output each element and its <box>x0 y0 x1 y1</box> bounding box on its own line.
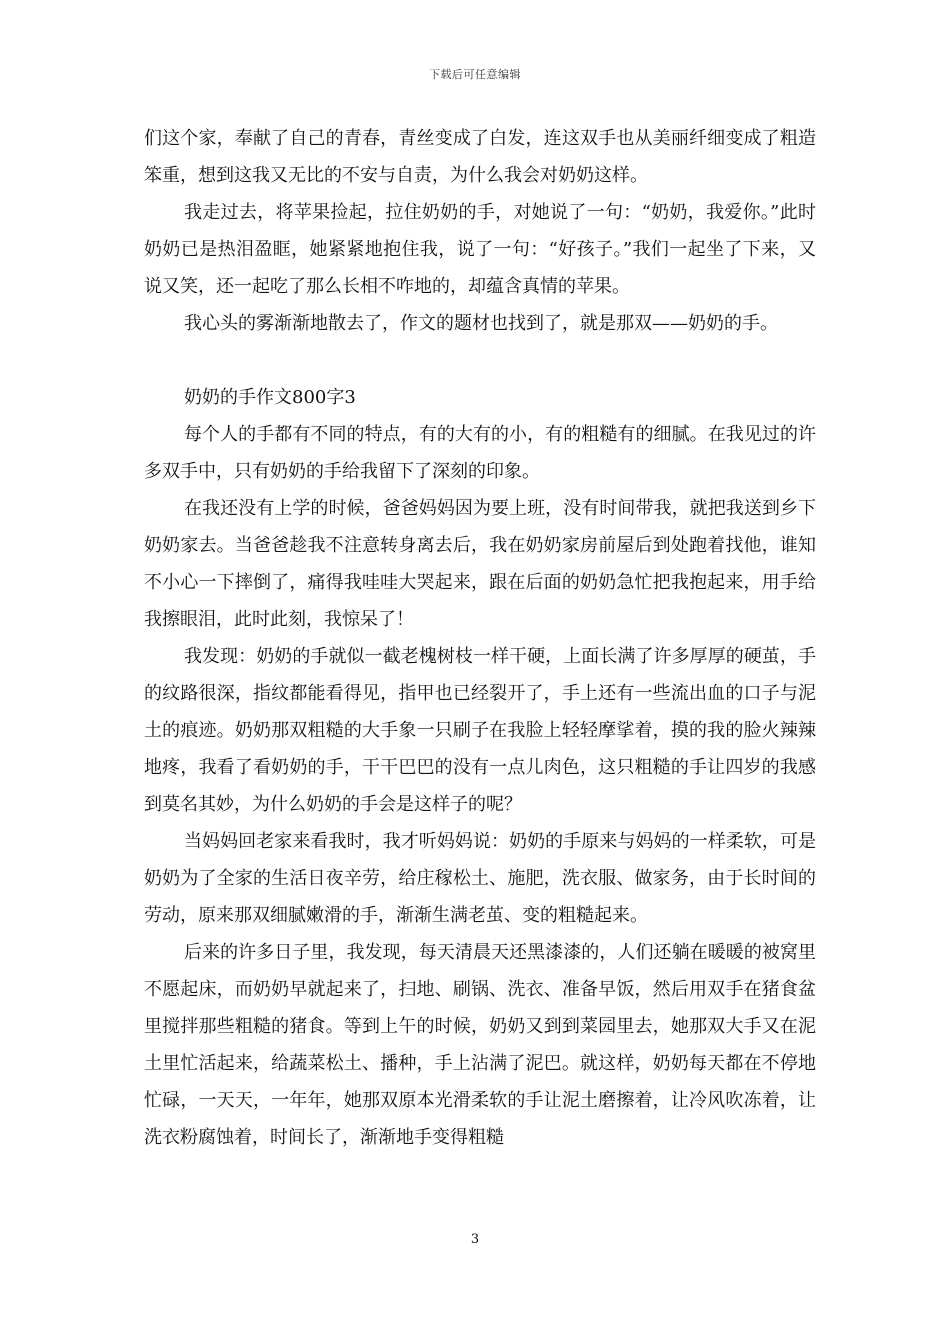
page-number: 3 <box>470 1232 480 1247</box>
blank-line <box>144 342 816 379</box>
paragraph: 我心头的雾渐渐地散去了，作文的题材也找到了，就是那双——奶奶的手。 <box>184 313 778 334</box>
paragraph: 在我还没有上学的时候，爸爸妈妈因为要上班，没有时间带我，就把我送到乡下奶奶家去。当爸爸趁我不注意转身离去后，我在奶奶家房前屋后到处跑着找他，谁知不小心一下摔倒了，痛得我哇哇大哭起来，跟在后面的奶奶急忙把我抱起来，用手给我擦眼泪，此时此刻，我惊呆了！ <box>144 498 816 630</box>
section-heading: 奶奶的手作文800字3 <box>184 387 356 408</box>
document-body <box>144 120 816 1156</box>
paragraph: 每个人的手都有不同的特点，有的大有的小，有的粗糙有的细腻。在我见过的许多双手中，只有奶奶的手给我留下了深刻的印象。 <box>144 424 816 482</box>
paragraph: 们这个家，奉献了自己的青春，青丝变成了白发，连这双手也从美丽纤细变成了粗造笨重，想到这我又无比的不安与自责，为什么我会对奶奶这样。 <box>144 128 816 186</box>
page-header: 下载后可任意编辑 <box>429 68 521 81</box>
paragraph: 后来的许多日子里，我发现，每天清晨天还黑漆漆的，人们还躺在暖暖的被窝里不愿起床，而奶奶早就起来了，扫地、刷锅、洗衣、准备早饭，然后用双手在猪食盆里搅拌那些粗糙的猪食。等到上午的时候，奶奶又到到菜园里去，她那双大手又在泥土里忙活起来，给蔬菜松土、播种，手上沾满了泥巴。就这样，奶奶每天都在不停地忙碌，一天天，一年年，她那双原本光滑柔软的手让泥土磨擦着，让冷风吹冻着，让洗衣粉腐蚀着，时间长了，渐渐地手变得粗糙 <box>144 942 816 1148</box>
paragraph: 当妈妈回老家来看我时，我才听妈妈说：奶奶的手原来与妈妈的一样柔软，可是奶奶为了全家的生活日夜辛劳，给庄稼松土、施肥，洗衣服、做家务，由于长时间的劳动，原来那双细腻嫩滑的手，渐渐生满老茧、变的粗糙起来。 <box>144 831 816 926</box>
paragraph: 我发现：奶奶的手就似一截老槐树枝一样干硬，上面长满了许多厚厚的硬茧，手的纹路很深，指纹都能看得见，指甲也已经裂开了，手上还有一些流出血的口子与泥土的痕迹。奶奶那双粗糙的大手象一只刷子在我脸上轻轻摩挲着，摸的我的脸火辣辣地疼，我看了看奶奶的手，干干巴巴的没有一点儿肉色，这只粗糙的手让四岁的我感到莫名其妙，为什么奶奶的手会是这样子的呢？ <box>144 646 816 815</box>
paragraph: 我走过去，将苹果捡起，拉住奶奶的手，对她说了一句：“奶奶，我爱你。”此时奶奶已是热泪盈眶，她紧紧地抱住我，说了一句：“好孩子。”我们一起坐了下来，又说又笑，还一起吃了那么长相不咋地的，却蕴含真情的苹果。 <box>144 202 816 297</box>
